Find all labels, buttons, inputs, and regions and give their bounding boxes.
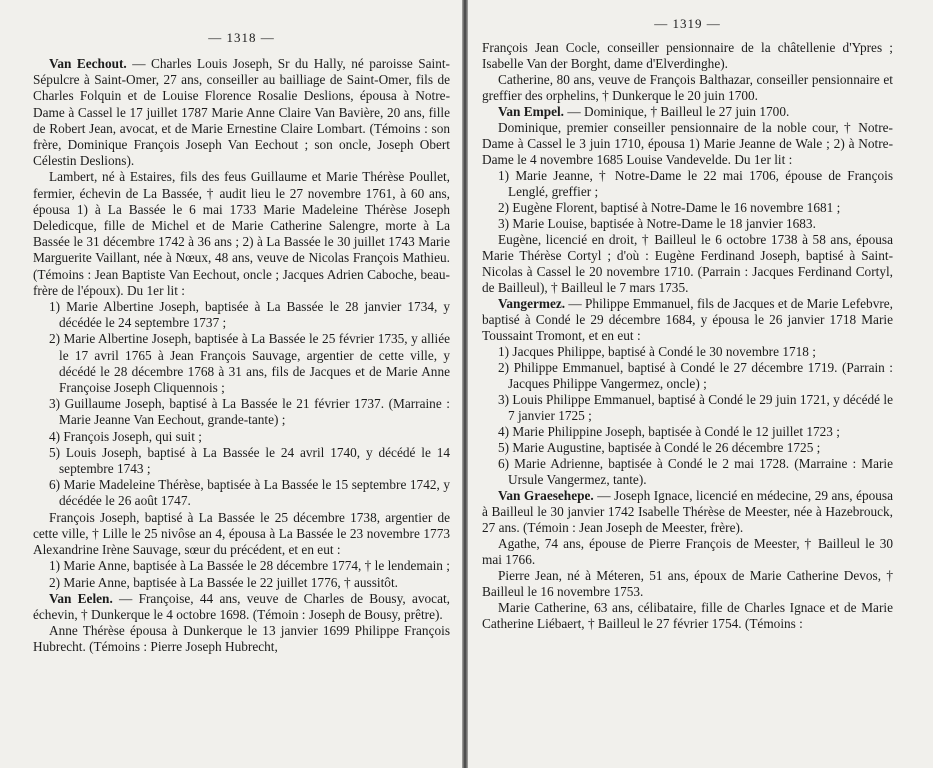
paragraph-text: 2) Marie Anne, baptisée à La Bassée le 22 juillet 1776, † aussitôt. xyxy=(49,574,398,590)
paragraph-text: Agathe, 74 ans, épouse de Pierre François de Meester, † Bailleul le 30 mai 1766. xyxy=(482,536,893,567)
page-body xyxy=(33,56,450,656)
paragraph xyxy=(33,429,450,445)
paragraph xyxy=(482,360,893,392)
paragraph-text: 1) Marie Anne, baptisée à La Bassée le 28 décembre 1774, † le lendemain ; xyxy=(49,558,450,574)
paragraph xyxy=(482,120,893,168)
paragraph xyxy=(482,456,893,488)
paragraph xyxy=(33,623,450,655)
entry-heading: Vangermez. xyxy=(498,296,566,311)
paragraph-text: 3) Louis Philippe Emmanuel, baptisé à Condé le 29 juin 1721, y décédé le 7 janvier 1725 ; xyxy=(498,392,893,423)
paragraph xyxy=(482,344,893,360)
paragraph-text: 2) Eugène Florent, baptisé à Notre-Dame le 16 novembre 1681 ; xyxy=(498,200,841,215)
paragraph xyxy=(33,510,450,559)
paragraph-text: 1) Marie Albertine Joseph, baptisée à La Bassée le 28 janvier 1734, y décédée le 24 septembre 1737 ; xyxy=(49,299,450,331)
paragraph xyxy=(482,392,893,424)
paragraph-text: Marie Catherine, 63 ans, célibataire, fille de Charles Ignace et de Marie Catherine Liébaert, † Bailleul le 27 février 1754. (Témoins : xyxy=(482,600,893,631)
paragraph xyxy=(33,396,450,428)
paragraph-text: 6) Marie Madeleine Thérèse, baptisée à La Bassée le 15 septembre 1742, y décédée le 26 août 1747. xyxy=(49,477,450,509)
paragraph-text: — Charles Louis Joseph, Sr du Hally, né paroisse Saint-Sépulcre à Saint-Omer, 27 ans, conseiller au bailliage de Saint-Omer, fils de Charles Folquin et de Louise Florence Rosalie Deslions, épousa à Notre-Dame à Cassel le 17 juillet 1787 Marie Anne Claire Van Bavière, 20 ans, fille de Robert Jean, avocat, et de Marie Ernestine Claire Lombart. (Témoins : son frère, Dominique François Joseph Van Eechout ; son oncle, Joseph Obert Célestin Deslions). xyxy=(33,56,450,169)
entry-heading: Van Empel. xyxy=(498,104,565,119)
paragraph-text: — Dominique, † Bailleul le 27 juin 1700. xyxy=(564,104,790,119)
paragraph-text: Lambert, né à Estaires, fils des feus Guillaume et Marie Thérèse Poullet, fermier, échevin de La Bassée, † audit lieu le 27 novembre 1761, à 60 ans, épousa 1) à La Bassée le 6 mai 1733 Marie Madeleine Thérèse Joseph Deledicque, fille de Michel et de Marie Catherine Salengre, morte à La Bassée le 31 décembre 1742 à 36 ans ; 2) à La Bassée le 30 juillet 1743 Marie Marguerite Vaillant, née à Nœux, 48 ans, veuve de Nicolas François Mathieu. (Témoins : Jean Baptiste Van Eechout, oncle ; Jacques Adrien Caboche, beau-frère de l'époux). Du 1er lit : xyxy=(33,169,450,298)
paragraph xyxy=(482,72,893,104)
paragraph-text: 6) Marie Adrienne, baptisée à Condé le 2 mai 1728. (Marraine : Marie Ursule Vangermez, tante). xyxy=(498,456,893,487)
paragraph-text: 4) Marie Philippine Joseph, baptisée à Condé le 12 juillet 1723 ; xyxy=(498,424,840,439)
paragraph-text: 1) Marie Jeanne, † Notre-Dame le 22 mai 1706, épouse de François Lenglé, greffier ; xyxy=(498,168,893,199)
paragraph xyxy=(482,296,893,344)
entry-heading: Van Graesehepe. xyxy=(498,488,594,503)
paragraph xyxy=(482,600,893,632)
paragraph-text: Dominique, premier conseiller pensionnaire de la noble cour, † Notre-Dame à Cassel le 3 juin 1710, épousa 1) Marie Jeanne de Wale ; 2) à Notre-Dame le 4 novembre 1685 Louise Vandevelde. Du 1er lit : xyxy=(482,120,893,167)
paragraph-text: Pierre Jean, né à Méteren, 51 ans, époux de Marie Catherine Devos, † Bailleul le 16 novembre 1753. xyxy=(482,568,893,599)
paragraph xyxy=(33,169,450,299)
paragraph xyxy=(33,56,450,169)
paragraph xyxy=(33,445,450,477)
paragraph-text: — Françoise, 44 ans, veuve de Charles de Bousy, avocat, échevin, † Dunkerque le 4 octobre 1698. (Témoin : Joseph de Bousy, prêtre). xyxy=(33,590,450,622)
paragraph-text: Catherine, 80 ans, veuve de François Balthazar, conseiller pensionnaire et greffier des orphelins, † Dunkerque le 20 juin 1700. xyxy=(482,72,893,103)
right-page xyxy=(468,0,933,768)
paragraph-text: 3) Marie Louise, baptisée à Notre-Dame le 18 janvier 1683. xyxy=(498,216,816,231)
paragraph-text: 4) François Joseph, qui suit ; xyxy=(49,428,202,444)
entry-heading: Van Eelen. xyxy=(49,590,113,606)
paragraph xyxy=(33,331,450,396)
paragraph xyxy=(482,200,893,216)
paragraph-text: François Jean Cocle, conseiller pensionnaire de la châtellenie d'Ypres ; Isabelle Van der Borght, dame d'Elverdinghe). xyxy=(482,40,893,71)
paragraph xyxy=(482,232,893,296)
page-number: — 1319 — xyxy=(654,16,721,31)
paragraph xyxy=(482,104,893,120)
page-body xyxy=(482,40,893,632)
paragraph-text: François Joseph, baptisé à La Bassée le 25 décembre 1738, argentier de cette ville, † Lille le 25 nivôse an 4, épousa à La Bassée le 23 novembre 1773 Alexandrine Irène Sauvage, sœur du précédent, et en eut : xyxy=(33,509,450,558)
entry-heading: Van Eechout. xyxy=(49,56,127,71)
paragraph-text: — Joseph Ignace, licencié en médecine, 29 ans, épousa à Bailleul le 30 janvier 1742 Isabelle Thérèse de Meester, née à Hazebrouck, 27 ans. (Témoin : Jean Joseph de Meester, frère). xyxy=(482,488,893,535)
paragraph-text: — Philippe Emmanuel, fils de Jacques et de Marie Lefebvre, baptisé à Condé le 29 décembre 1684, y épousa le 26 janvier 1718 Marie Toussaint Tromont, et en eut : xyxy=(482,296,893,343)
paragraph xyxy=(33,477,450,509)
paragraph-text: Eugène, licencié en droit, † Bailleul le 6 octobre 1738 à 58 ans, épousa Marie Thérèse Cortyl ; d'où : Eugène Ferdinand Joseph, baptisé à Saint-Nicolas à Cassel le 20 novembre 1710. (Parrain : Jacques Ferdinand Cortyl, de Bailleul), † Bailleul le 7 mars 1735. xyxy=(482,232,893,295)
paragraph-text: 2) Philippe Emmanuel, baptisé à Condé le 27 décembre 1719. (Parrain : Jacques Philippe Vangermez, oncle) ; xyxy=(498,360,893,391)
paragraph-text: 1) Jacques Philippe, baptisé à Condé le 30 novembre 1718 ; xyxy=(498,344,816,359)
paragraph-text: 2) Marie Albertine Joseph, baptisée à La Bassée le 25 février 1735, y alliée le 17 avril 1765 à Jean François Sauvage, argentier de cette ville, y décédé le 28 décembre 1768 à 31 ans, fils de Jacques et de Marie Anne Françoise Joseph Cliquennois ; xyxy=(49,331,450,396)
paragraph xyxy=(33,558,450,574)
paragraph xyxy=(482,168,893,200)
paragraph xyxy=(482,40,893,72)
paragraph xyxy=(482,424,893,440)
paragraph xyxy=(33,299,450,331)
paragraph xyxy=(33,575,450,591)
paragraph-text: 5) Louis Joseph, baptisé à La Bassée le 24 avril 1740, y décédé le 14 septembre 1743 ; xyxy=(49,444,450,477)
paragraph-text: Anne Thérèse épousa à Dunkerque le 13 janvier 1699 Philippe François Hubrecht. (Témoins : Pierre Joseph Hubrecht, xyxy=(33,623,450,655)
paragraph xyxy=(482,488,893,536)
paragraph xyxy=(482,216,893,232)
paragraph xyxy=(482,568,893,600)
left-page xyxy=(0,0,462,768)
paragraph xyxy=(482,440,893,456)
paragraph-text: 3) Guillaume Joseph, baptisé à La Bassée le 21 février 1737. (Marraine : Marie Jeanne Van Eechout, grande-tante) ; xyxy=(49,396,450,428)
paragraph-text: 5) Marie Augustine, baptisée à Condé le 26 décembre 1725 ; xyxy=(498,440,821,455)
paragraph xyxy=(33,591,450,623)
page-number: — 1318 — xyxy=(208,30,275,45)
paragraph xyxy=(482,536,893,568)
